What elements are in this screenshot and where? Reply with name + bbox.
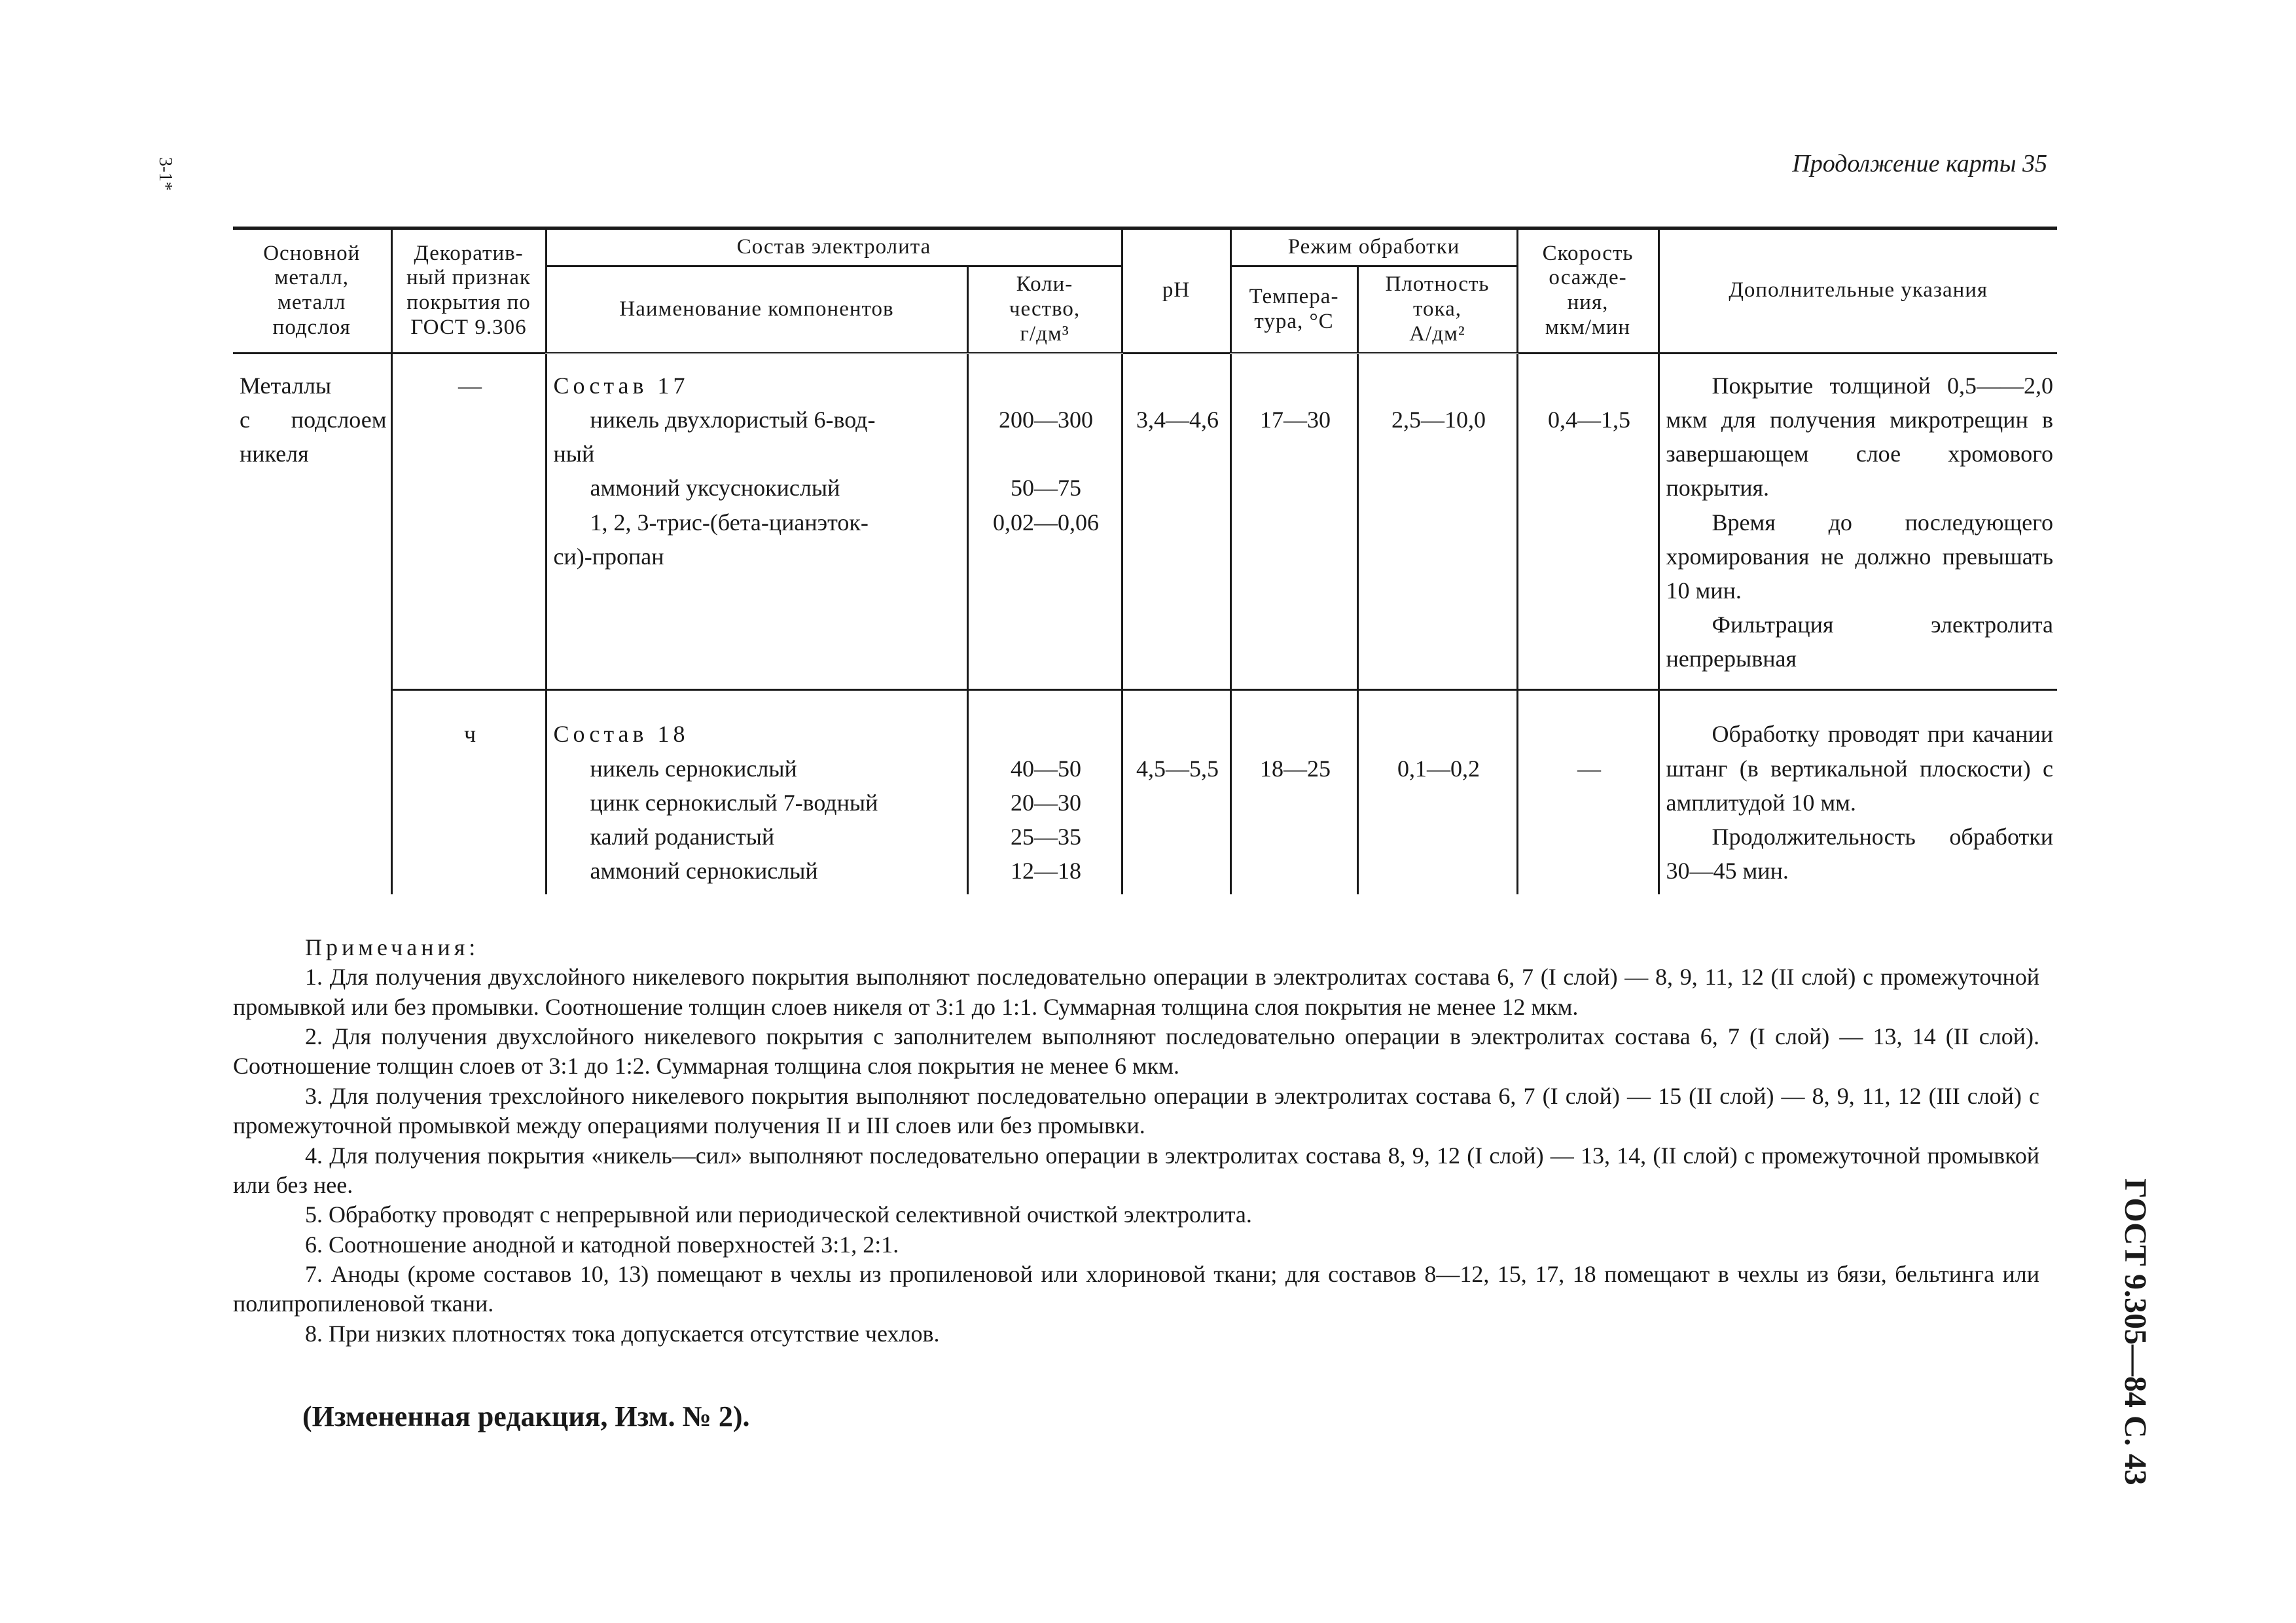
- note-item: 5. Обработку проводят с непрерывной или периодической селективной очисткой электролита.: [305, 1201, 1252, 1228]
- cell-components: Состав 18 никель сернокислый цинк сернокислый 7-водный калий роданистый аммоний сернокислый: [546, 690, 967, 894]
- table-row: [233, 690, 2057, 894]
- page-side-mark: 3-1*: [155, 157, 175, 191]
- header-decorative: Декоратив- ный признак покрытия по ГОСТ 9.306: [391, 228, 546, 354]
- cell-ph: 3,4—4,6: [1122, 353, 1230, 690]
- cell-speed: —: [1517, 690, 1659, 894]
- header-quantity: Коли- чество, г/дм³: [967, 266, 1122, 353]
- header-electrolyte: Состав электролита: [546, 228, 1122, 266]
- cell-ph: 4,5—5,5: [1122, 690, 1230, 894]
- cell-speed: 0,4—1,5: [1517, 353, 1659, 690]
- table-row: [233, 353, 2057, 690]
- cell-quantity: 40—50 20—30 25—35 12—18: [967, 690, 1122, 894]
- header-density: Плотность тока, А/дм²: [1357, 266, 1517, 353]
- cell-density: 0,1—0,2: [1357, 690, 1517, 894]
- note-item: 6. Соотношение анодной и катодной поверхностей 3:1, 2:1.: [305, 1231, 899, 1258]
- electrolyte-table: [233, 227, 2057, 894]
- cell-notes: Покрытие толщиной 0,5——2,0 мкм для получения микротрещин в завершающем слое хромового покрытия. Время до последующего хромирования не должно превышать 10 мин. Фильтрация электролита непрерывная: [1659, 353, 2057, 690]
- header-mode: Режим обработки: [1230, 228, 1517, 266]
- cell-decorative: —: [391, 353, 546, 690]
- header-temperature: Темпера- тура, °С: [1230, 266, 1357, 353]
- note-item: 7. Аноды (кроме составов 10, 13) помещают в чехлы из пропиленовой или хлориновой ткани; для составов 8—12, 15, 17, 18 помещают в чехлы из бязи, бельтинга или полипропиленовой ткани.: [233, 1260, 2039, 1317]
- cell-components: Состав 17 никель двухлористый 6-вод- ный аммоний уксуснокислый 1, 2, 3-трис-(бета-цианэток- си)-пропан: [546, 353, 967, 690]
- continuation-heading: Продолжение карты 35: [1792, 150, 2047, 177]
- note-item: 3. Для получения трехслойного никелевого покрытия выполняют последовательно операции в электролитах состава 6, 7 (I слой) — 15 (II слой) — 8, 9, 11, 12 (III слой) с промежуточной промывкой между операциями получения II и III слоев или без промывки.: [233, 1082, 2039, 1139]
- header-ph: pH: [1122, 228, 1230, 354]
- note-item: 1. Для получения двухслойного никелевого покрытия выполняют последовательно операции в электролитах состава 6, 7 (I слой) — 8, 9, 11, 12 (II слой) с промежуточной промывкой или без промывки. Соотношение толщин слоев никеля от 3:1 до 1:1. Суммарная толщина слоя покрытия не менее 12 мкм.: [233, 964, 2039, 1020]
- header-base-metal: Основной металл, металл подслоя: [233, 228, 391, 354]
- note-item: 2. Для получения двухслойного никелевого покрытия с заполнителем выполняют последовательно операции в электролитах состава 6, 7 (I слой) — 13, 14 (II слой). Соотношение толщин слоев от 3:1 до 1:2. Суммарная толщина слоя покрытия не менее 6 мкм.: [233, 1023, 2039, 1080]
- cell-density: 2,5—10,0: [1357, 353, 1517, 690]
- standard-page-code: ГОСТ 9.305—84 С. 43: [2118, 1178, 2153, 1486]
- cell-decorative: ч: [391, 690, 546, 894]
- cell-metal: [233, 690, 391, 894]
- cell-temperature: 17—30: [1230, 353, 1357, 690]
- note-item: 8. При низких плотностях тока допускается отсутствие чехлов.: [305, 1320, 940, 1347]
- header-components: Наименование компонентов: [546, 266, 967, 353]
- cell-quantity: 200—300 50—75 0,02—0,06: [967, 353, 1122, 690]
- amendment-note: (Измененная редакция, Изм. № 2).: [302, 1400, 750, 1432]
- cell-metal: Металлы с подслоем никеля: [233, 353, 391, 690]
- header-notes: Дополнительные указания: [1659, 228, 2057, 354]
- header-speed: Скорость осажде- ния, мкм/мин: [1517, 228, 1659, 354]
- notes-title: Примечания:: [305, 934, 480, 960]
- note-item: 4. Для получения покрытия «никель—сил» выполняют последовательно операции в электролитах состава 8, 9, 12 (I слой) — 13, 14, (II слой) с промежуточной промывкой или без нее.: [233, 1142, 2039, 1198]
- notes-section: [233, 933, 2039, 1349]
- cell-temperature: 18—25: [1230, 690, 1357, 894]
- cell-notes: Обработку проводят при качании штанг (в вертикальной плоскости) с амплитудой 10 мм. Продолжительность обработки 30—45 мин.: [1659, 690, 2057, 894]
